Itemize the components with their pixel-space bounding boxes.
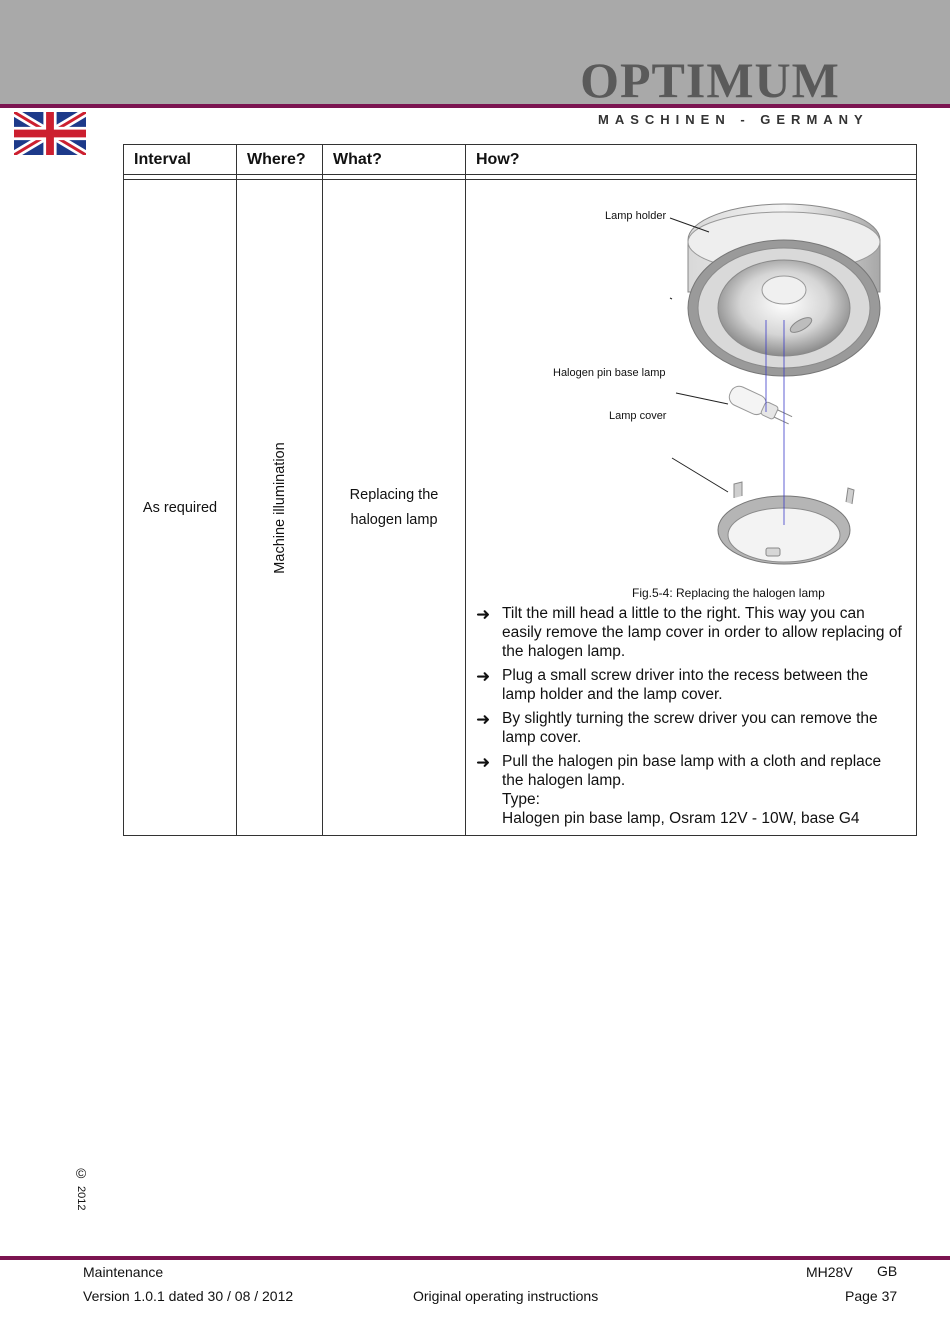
arrow-right-icon: ➜ — [476, 667, 491, 686]
copyright-notice — [72, 1165, 90, 1211]
instruction-list — [476, 604, 906, 833]
type-value: Halogen pin base lamp, Osram 12V - 10W, base G4 — [502, 810, 860, 827]
list-item — [476, 666, 906, 704]
table-header-row — [124, 145, 917, 175]
list-item — [476, 752, 906, 828]
where-cell — [237, 180, 323, 836]
label-halogen-lamp: Halogen pin base lamp — [553, 367, 666, 379]
figure-caption: Fig.5-4: Replacing the halogen lamp — [632, 586, 825, 600]
brand-tagline: MASCHINEN - GERMANY — [598, 112, 869, 127]
what-cell — [323, 180, 466, 836]
table-row — [124, 180, 917, 836]
list-item — [476, 604, 906, 661]
where-text: Machine illumination — [271, 441, 288, 574]
header-where: Where? — [237, 145, 323, 175]
how-cell — [466, 180, 917, 836]
what-line-2: halogen lamp — [350, 511, 438, 528]
uk-flag-icon — [14, 112, 86, 155]
footer-language: GB — [877, 1263, 898, 1279]
list-item — [476, 709, 906, 747]
interval-cell: As required — [124, 180, 237, 836]
footer-divider — [0, 1256, 950, 1260]
arrow-right-icon: ➜ — [476, 605, 491, 624]
copyright-icon: © — [75, 1165, 87, 1181]
footer-doc-type: Original operating instructions — [413, 1288, 599, 1304]
footer-page-number: Page 37 — [845, 1288, 898, 1304]
step-text: Tilt the mill head a little to the right. This way you can easily remove the lamp cover in order to allow replacing of the halogen lamp. — [502, 605, 902, 660]
label-lamp-cover: Lamp cover — [609, 410, 667, 422]
header-how: How? — [466, 145, 917, 175]
type-label: Type: — [502, 791, 540, 808]
lamp-figure — [466, 180, 915, 590]
step-text: By slightly turning the screw driver you can remove the lamp cover. — [502, 710, 878, 746]
footer-section: Maintenance — [83, 1264, 164, 1280]
arrow-right-icon: ➜ — [476, 710, 491, 729]
copyright-year: 2012 — [75, 1186, 87, 1211]
footer-version: Version 1.0.1 dated 30 / 08 / 2012 — [83, 1288, 294, 1304]
lamp-assembly-illustration — [466, 180, 915, 590]
arrow-right-icon: ➜ — [476, 753, 491, 772]
step-text: Plug a small screw driver into the recess between the lamp holder and the lamp cover. — [502, 667, 869, 703]
header-what: What? — [323, 145, 466, 175]
maintenance-table — [123, 144, 917, 836]
header-interval: Interval — [124, 145, 237, 175]
footer-model: MH28V — [806, 1264, 853, 1280]
brand-logo: OPTIMUM — [580, 52, 840, 108]
step-text: Pull the halogen pin base lamp with a cloth and replace the halogen lamp. — [502, 753, 882, 789]
what-line-1: Replacing the — [349, 486, 439, 503]
label-lamp-holder: Lamp holder — [605, 210, 667, 222]
